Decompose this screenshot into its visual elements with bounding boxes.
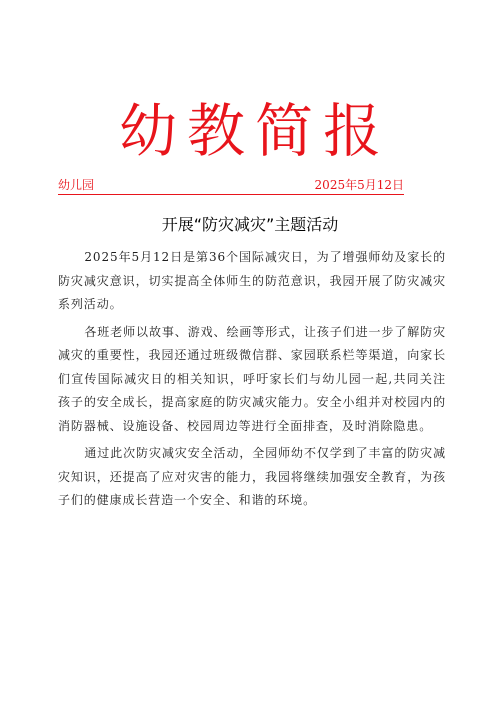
article-paragraph-2: 各班老师以故事、游戏、绘画等形式，让孩子们进一步了解防灾减灾的重要性，我园还通过班级微信群、家园联系栏等渠道，向家长们宣传国际减灾日的相关知识，呼吁家长们与幼儿园一起,共同关注孩子的安全成长，提高家庭的防灾减灾能力。安全小组并对校园内的消防器械、设施设备、校园周边等进行全面排查，及时消除隐患。 bbox=[58, 324, 446, 433]
organization-name: 幼儿园 bbox=[58, 178, 95, 192]
newsletter-masthead: 幼教简报 bbox=[118, 97, 391, 165]
article-paragraph-1: 2025年5月12日是第36个国际减灾日，为了增强师幼及家长的防灾减灾意识，切实提高全体师生的防范意识，我园开展了防灾减灾系列活动。 bbox=[58, 250, 446, 311]
issue-info-line bbox=[58, 178, 404, 195]
article-body bbox=[58, 246, 446, 517]
article-headline: 开展“防灾减灾”主题活动 bbox=[161, 215, 339, 234]
issue-date: 2025年5月12日 bbox=[314, 178, 404, 192]
article-paragraph-3: 通过此次防灾减灾安全活动，全园师幼不仅学到了丰富的防灾减灾知识，还提高了应对灾害的能力，我园将继续加强安全教育，为孩子们的健康成长营造一个安全、和谐的环境。 bbox=[58, 446, 446, 507]
